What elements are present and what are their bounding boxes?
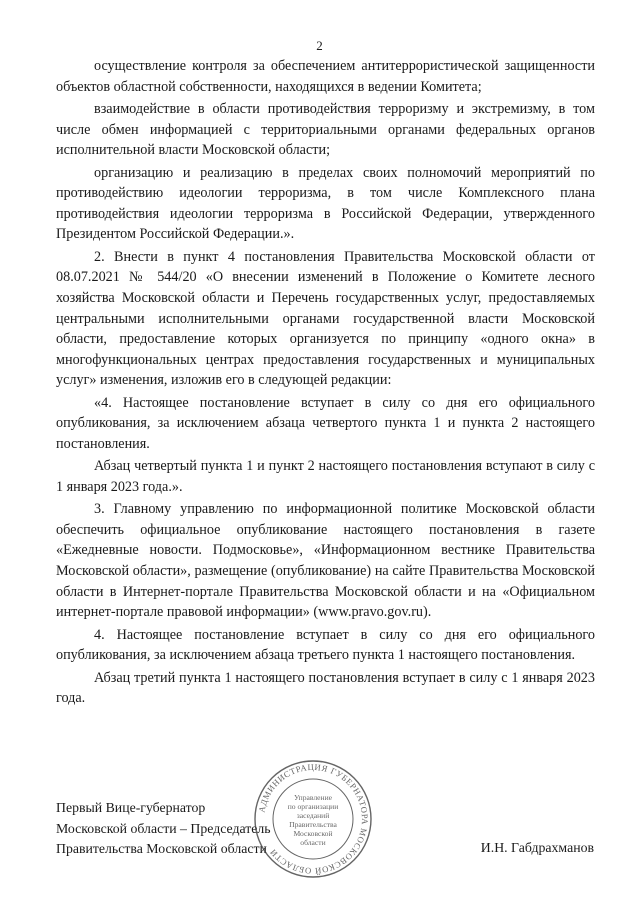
stamp-center-line-5: Московской	[293, 829, 333, 838]
paragraph-7: 3. Главному управлению по информационной политике Московской области обеспечить официальное опубликование настоящего постановления в газете «Ежедневные новости. Подмосковье», «Информационном вестнике Правительства Московской области», размещение (опубликование) на сайте Правительства Московской области в Интернет-портале Правительства Московской области и на «Официальном интернет-портале правовой информации» (www.pravo.gov.ru).	[56, 501, 595, 621]
paragraph-3: организацию и реализацию в пределах своих полномочий мероприятий по противодействию идеологии терроризма, в том числе Комплексного плана противодействия идеологии терроризма в Российской Федерации, утвержденного Президентом Российской Федерации.».	[56, 164, 595, 243]
signatory-title-line-2: Московской области – Председатель	[56, 820, 271, 836]
paragraph-4: 2. Внести в пункт 4 постановления Правительства Московской области от 08.07.2021 № 544/20 «О внесении изменений в Положение о Комитете лесного хозяйства Московской области и Перечень государственных услуг, предоставляемых центральными исполнительными органами государственной власти Московской области, предоставление которых организуется по принципу «одного окна» в многофункциональных центрах предоставления государственных и муниципальных услуг» изменения, изложив его в следующей редакции:	[56, 248, 595, 389]
paragraph-2: взаимодействие в области противодействия терроризму и экстремизму, в том числе обмен информацией с территориальными органами федеральных органов исполнительной власти Московской области;	[56, 100, 595, 159]
document-body	[56, 56, 595, 711]
stamp-ring-text: АДМИНИСТРАЦИЯ ГУБЕРНАТОРА МОСКОВСКОЙ ОБЛАСТИ	[256, 761, 371, 877]
paragraph-9: Абзац третий пункта 1 настоящего постановления вступает в силу с 1 января 2023 года.	[56, 669, 595, 707]
stamp-center-line-6: области	[300, 838, 326, 847]
paragraph-6: Абзац четвертый пункта 1 и пункт 2 настоящего постановления вступают в силу с 1 января 2023 года.».	[56, 458, 595, 495]
stamp-center-line-2: по организации	[287, 802, 339, 811]
signatory-name: И.Н. Габдрахманов	[480, 840, 594, 855]
paragraph-5: «4. Настоящее постановление вступает в силу со дня его официального опубликования, за исключением абзаца четвертого пункта 1 и пункта 2 настоящего постановления.	[56, 394, 595, 452]
stamp-center-line-3: заседаний	[296, 811, 330, 820]
paragraph-8: 4. Настоящее постановление вступает в силу со дня его официального опубликования, за исключением абзаца третьего пункта 1 настоящего постановления.	[56, 626, 595, 664]
official-seal-stamp	[252, 758, 374, 880]
paragraph-1: осуществление контроля за обеспечением антитеррористической защищенности объектов областной собственности, находящихся в ведении Комитета;	[56, 58, 595, 95]
signatory-title-line-3: Правительства Московской области	[56, 841, 267, 857]
page-number: 2	[316, 38, 323, 53]
stamp-center-line-4: Правительства	[289, 820, 337, 829]
signatory-title-line-1: Первый Вице-губернатор	[56, 800, 206, 815]
stamp-center-line-1: Управление	[293, 793, 333, 802]
